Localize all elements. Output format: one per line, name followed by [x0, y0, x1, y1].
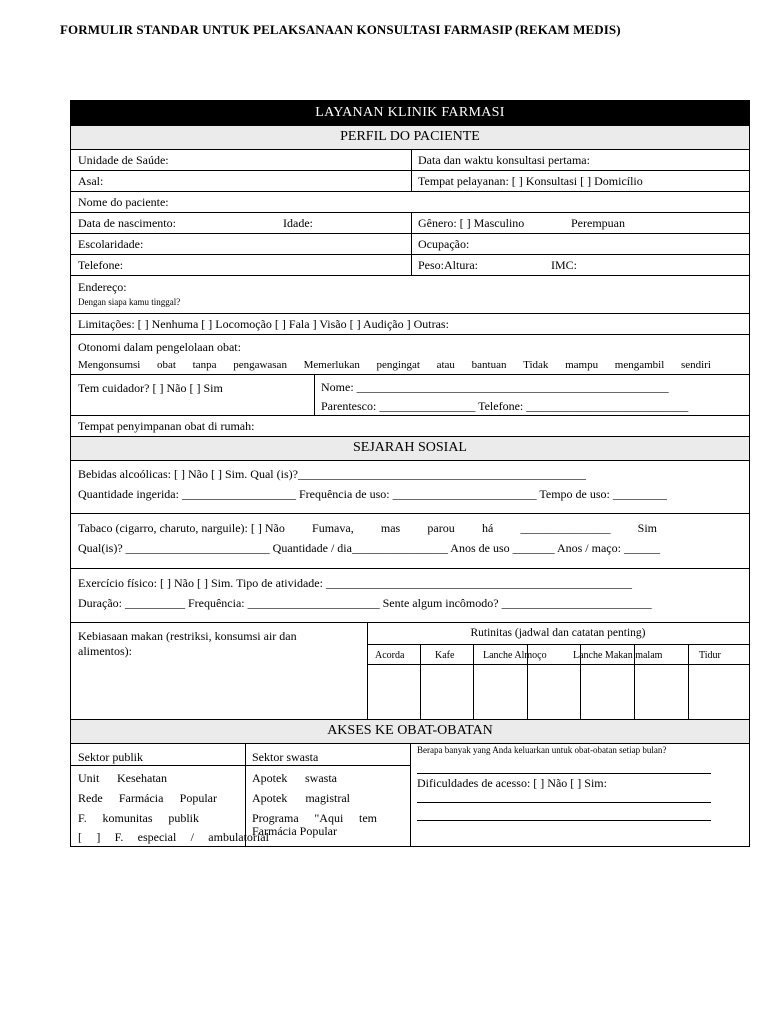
- cuidador-field[interactable]: Tem cuidador? [ ] Não [ ] Sim: [78, 381, 223, 395]
- berapa-question: Berapa banyak yang Anda keluarkan untuk obat-obatan setiap bulan?: [417, 745, 667, 755]
- tabaco-label: Tabaco (cigarro, charuto, narguile): [ ] Não: [78, 521, 285, 535]
- otonomi-word: sendiri: [680, 359, 711, 371]
- swasta-word: Programa: [252, 811, 299, 825]
- otonomi-word: pengawasan: [233, 359, 287, 371]
- publik-word: F.: [78, 811, 87, 825]
- tempat-pelayanan-field[interactable]: Tempat pelayanan: [ ] Konsultasi [ ] Domicílio: [418, 174, 643, 188]
- otonomi-word: tanpa: [192, 359, 217, 371]
- swasta-word: swasta: [305, 771, 337, 785]
- asal-field[interactable]: Asal:: [78, 174, 104, 188]
- publik-word: F.: [114, 830, 124, 844]
- sektor-swasta-header: Sektor swasta: [252, 750, 319, 764]
- section-akses-title: AKSES KE OBAT-OBATAN: [71, 720, 749, 744]
- tabaco-word: mas: [380, 521, 401, 535]
- otonomi-word: atau: [436, 359, 455, 371]
- publik-word: Popular: [179, 791, 217, 805]
- publik-item-especial[interactable]: [78, 830, 269, 845]
- routine-cell-makan-malam[interactable]: [635, 665, 687, 719]
- tabaco-word: há: [481, 521, 494, 535]
- otonomi-word: Tidak: [523, 359, 549, 371]
- tabaco-word: parou: [427, 521, 455, 535]
- col-acorda: Acorda: [375, 650, 405, 661]
- publik-word: Farmácia: [118, 791, 164, 805]
- otonomi-word: bantuan: [471, 359, 507, 371]
- section-sosial-title: SEJARAH SOSIAL: [71, 437, 749, 461]
- pharmacy-consultation-form: [70, 100, 750, 847]
- routine-cell-acorda[interactable]: [421, 665, 472, 719]
- routine-cell-kafe[interactable]: [474, 665, 526, 719]
- row-penyimpanan: [71, 416, 749, 437]
- swasta-item-apotek-magistral[interactable]: [252, 791, 350, 806]
- row-asal: [71, 171, 749, 192]
- publik-item-komunitas[interactable]: [78, 811, 199, 826]
- publik-item-unit-kesehatan[interactable]: [78, 771, 167, 786]
- row-tabaco: [71, 514, 749, 569]
- sektor-publik-header: Sektor publik: [78, 750, 143, 764]
- swasta-item-apotek-swasta[interactable]: [252, 771, 337, 786]
- row-cuidador: [71, 375, 749, 416]
- form-header: LAYANAN KLINIK FARMASI: [71, 101, 749, 126]
- exercicio-duracao-field[interactable]: Duração: __________ Frequência: ______________________ Sente algum incômodo? _________________________: [78, 596, 652, 610]
- tinggal-question[interactable]: Dengan siapa kamu tinggal?: [78, 297, 181, 307]
- telefone-field[interactable]: Telefone:: [78, 258, 124, 272]
- publik-word: Unit: [78, 771, 100, 785]
- endereco-field[interactable]: Endereço:: [78, 280, 127, 294]
- idade-field[interactable]: Idade:: [283, 216, 313, 230]
- swasta-word: magistral: [305, 791, 350, 805]
- nome-paciente-field[interactable]: Nome do paciente:: [78, 195, 169, 209]
- escolaridade-field[interactable]: Escolaridade:: [78, 237, 144, 251]
- otonomi-word: pengingat: [376, 359, 420, 371]
- tabaco-field[interactable]: [78, 521, 657, 536]
- dificuldades-line-2[interactable]: [417, 820, 711, 821]
- row-limitacoes: [71, 314, 749, 335]
- tabaco-word: Sim: [637, 521, 657, 535]
- otonomi-word: mengambil: [614, 359, 665, 371]
- tabaco-qual-field[interactable]: Qual(is)? ________________________ Quantidade / dia________________ Anos de uso _______ Anos / maço: ______: [78, 541, 660, 555]
- otonomi-word: obat: [157, 359, 176, 371]
- dificuldades-line-1[interactable]: [417, 802, 711, 803]
- otonomi-word: Memerlukan: [303, 359, 360, 371]
- row-exercicio: [71, 569, 749, 623]
- col-kafe: Kafe: [435, 650, 455, 661]
- rutinitas-header: Rutinitas (jadwal dan catatan penting): [367, 623, 749, 645]
- unidade-field[interactable]: Unidade de Saúde:: [78, 153, 169, 167]
- publik-word: ambulatorial: [208, 830, 269, 844]
- ocupacao-field[interactable]: Ocupação:: [418, 237, 470, 251]
- row-nascimento: [71, 213, 749, 234]
- peso-altura-field[interactable]: Peso:Altura:: [418, 258, 478, 272]
- publik-word: komunitas: [102, 811, 153, 825]
- publik-word: ]: [96, 830, 101, 844]
- swasta-word: "Aqui: [314, 811, 344, 825]
- row-telefone: [71, 255, 749, 276]
- exercicio-field[interactable]: Exercício físico: [ ] Não [ ] Sim. Tipo de atividade: ___________________________________________________: [78, 576, 632, 590]
- genero-field[interactable]: Gênero: [ ] Masculino: [418, 216, 525, 230]
- rutinitas-columns: [367, 644, 749, 665]
- tabaco-word: Fumava,: [312, 521, 354, 535]
- otonomi-label: Otonomi dalam pengelolaan obat:: [78, 340, 241, 354]
- section-perfil-title: PERFIL DO PACIENTE: [71, 126, 749, 150]
- routine-cell-lanche-almoco[interactable]: [528, 665, 579, 719]
- nascimento-field[interactable]: Data de nascimento:: [78, 216, 176, 230]
- routine-cell-tidur[interactable]: [689, 665, 749, 719]
- col-lanche-almoco: Lanche Almoço: [483, 650, 547, 661]
- col-lanche-makan-malam: Lanche Makan malam: [573, 650, 663, 661]
- dificuldades-field[interactable]: Dificuldades de acesso: [ ] Não [ ] Sim:: [417, 776, 607, 790]
- bebidas-field[interactable]: Bebidas alcoólicas: [ ] Não [ ] Sim. Qual (is)?________________________________________________: [78, 467, 586, 481]
- row-nome: [71, 192, 749, 213]
- cuidador-nome-field[interactable]: Nome: ____________________________________________________: [321, 380, 669, 394]
- otonomi-word: Mengonsumsi: [78, 359, 141, 371]
- swasta-word: Apotek: [252, 771, 288, 785]
- publik-item-rede-farmacia[interactable]: [78, 791, 217, 806]
- publik-word: especial: [137, 830, 177, 844]
- publik-word: /: [190, 830, 194, 844]
- swasta-word: Apotek: [252, 791, 288, 805]
- row-escolaridade: [71, 234, 749, 255]
- publik-word: Kesehatan: [117, 771, 167, 785]
- routine-cell-lanche[interactable]: [581, 665, 633, 719]
- berapa-answer-line[interactable]: [417, 773, 711, 774]
- limitacoes-field[interactable]: Limitações: [ ] Nenhuma [ ] Locomoção [ ] Fala ] Visão [ ] Audição ] Outras:: [78, 317, 449, 331]
- genero-perempuan-option[interactable]: Perempuan: [571, 216, 625, 230]
- otonomi-options[interactable]: [78, 359, 711, 371]
- penyimpanan-field[interactable]: Tempat penyimpanan obat di rumah:: [78, 419, 255, 433]
- publik-word: publik: [168, 811, 199, 825]
- publik-word: [: [78, 830, 82, 844]
- row-bebidas: [71, 461, 749, 514]
- parentesco-field[interactable]: Parentesco: ________________ Telefone: ___________________________: [321, 399, 689, 413]
- row-unidade: [71, 150, 749, 171]
- otonomi-word: mampu: [565, 359, 599, 371]
- bebidas-quantidade-field[interactable]: Quantidade ingerida: ___________________ Frequência de uso: ________________________ Tempo de uso: _________: [78, 487, 667, 501]
- tabaco-word: _______________: [520, 521, 611, 535]
- swasta-word: tem: [359, 811, 377, 825]
- data-consulta-field[interactable]: Data dan waktu konsultasi pertama:: [418, 153, 590, 167]
- swasta-item-programa-wrap: Farmácia Popular: [252, 824, 337, 838]
- row-akses: [71, 744, 749, 846]
- row-kebiasaan: [71, 623, 749, 720]
- imc-field[interactable]: IMC:: [551, 258, 578, 272]
- row-endereco: [71, 276, 749, 314]
- col-tidur: Tidur: [699, 650, 721, 661]
- publik-word: Rede: [78, 791, 103, 805]
- kebiasaan-field[interactable]: Kebiasaan makan (restriksi, konsumsi air dan alimentos):: [78, 629, 297, 658]
- document-title: FORMULIR STANDAR UNTUK PELAKSANAAN KONSULTASI FARMASIP (REKAM MEDIS): [60, 22, 621, 37]
- row-otonomi: [71, 335, 749, 375]
